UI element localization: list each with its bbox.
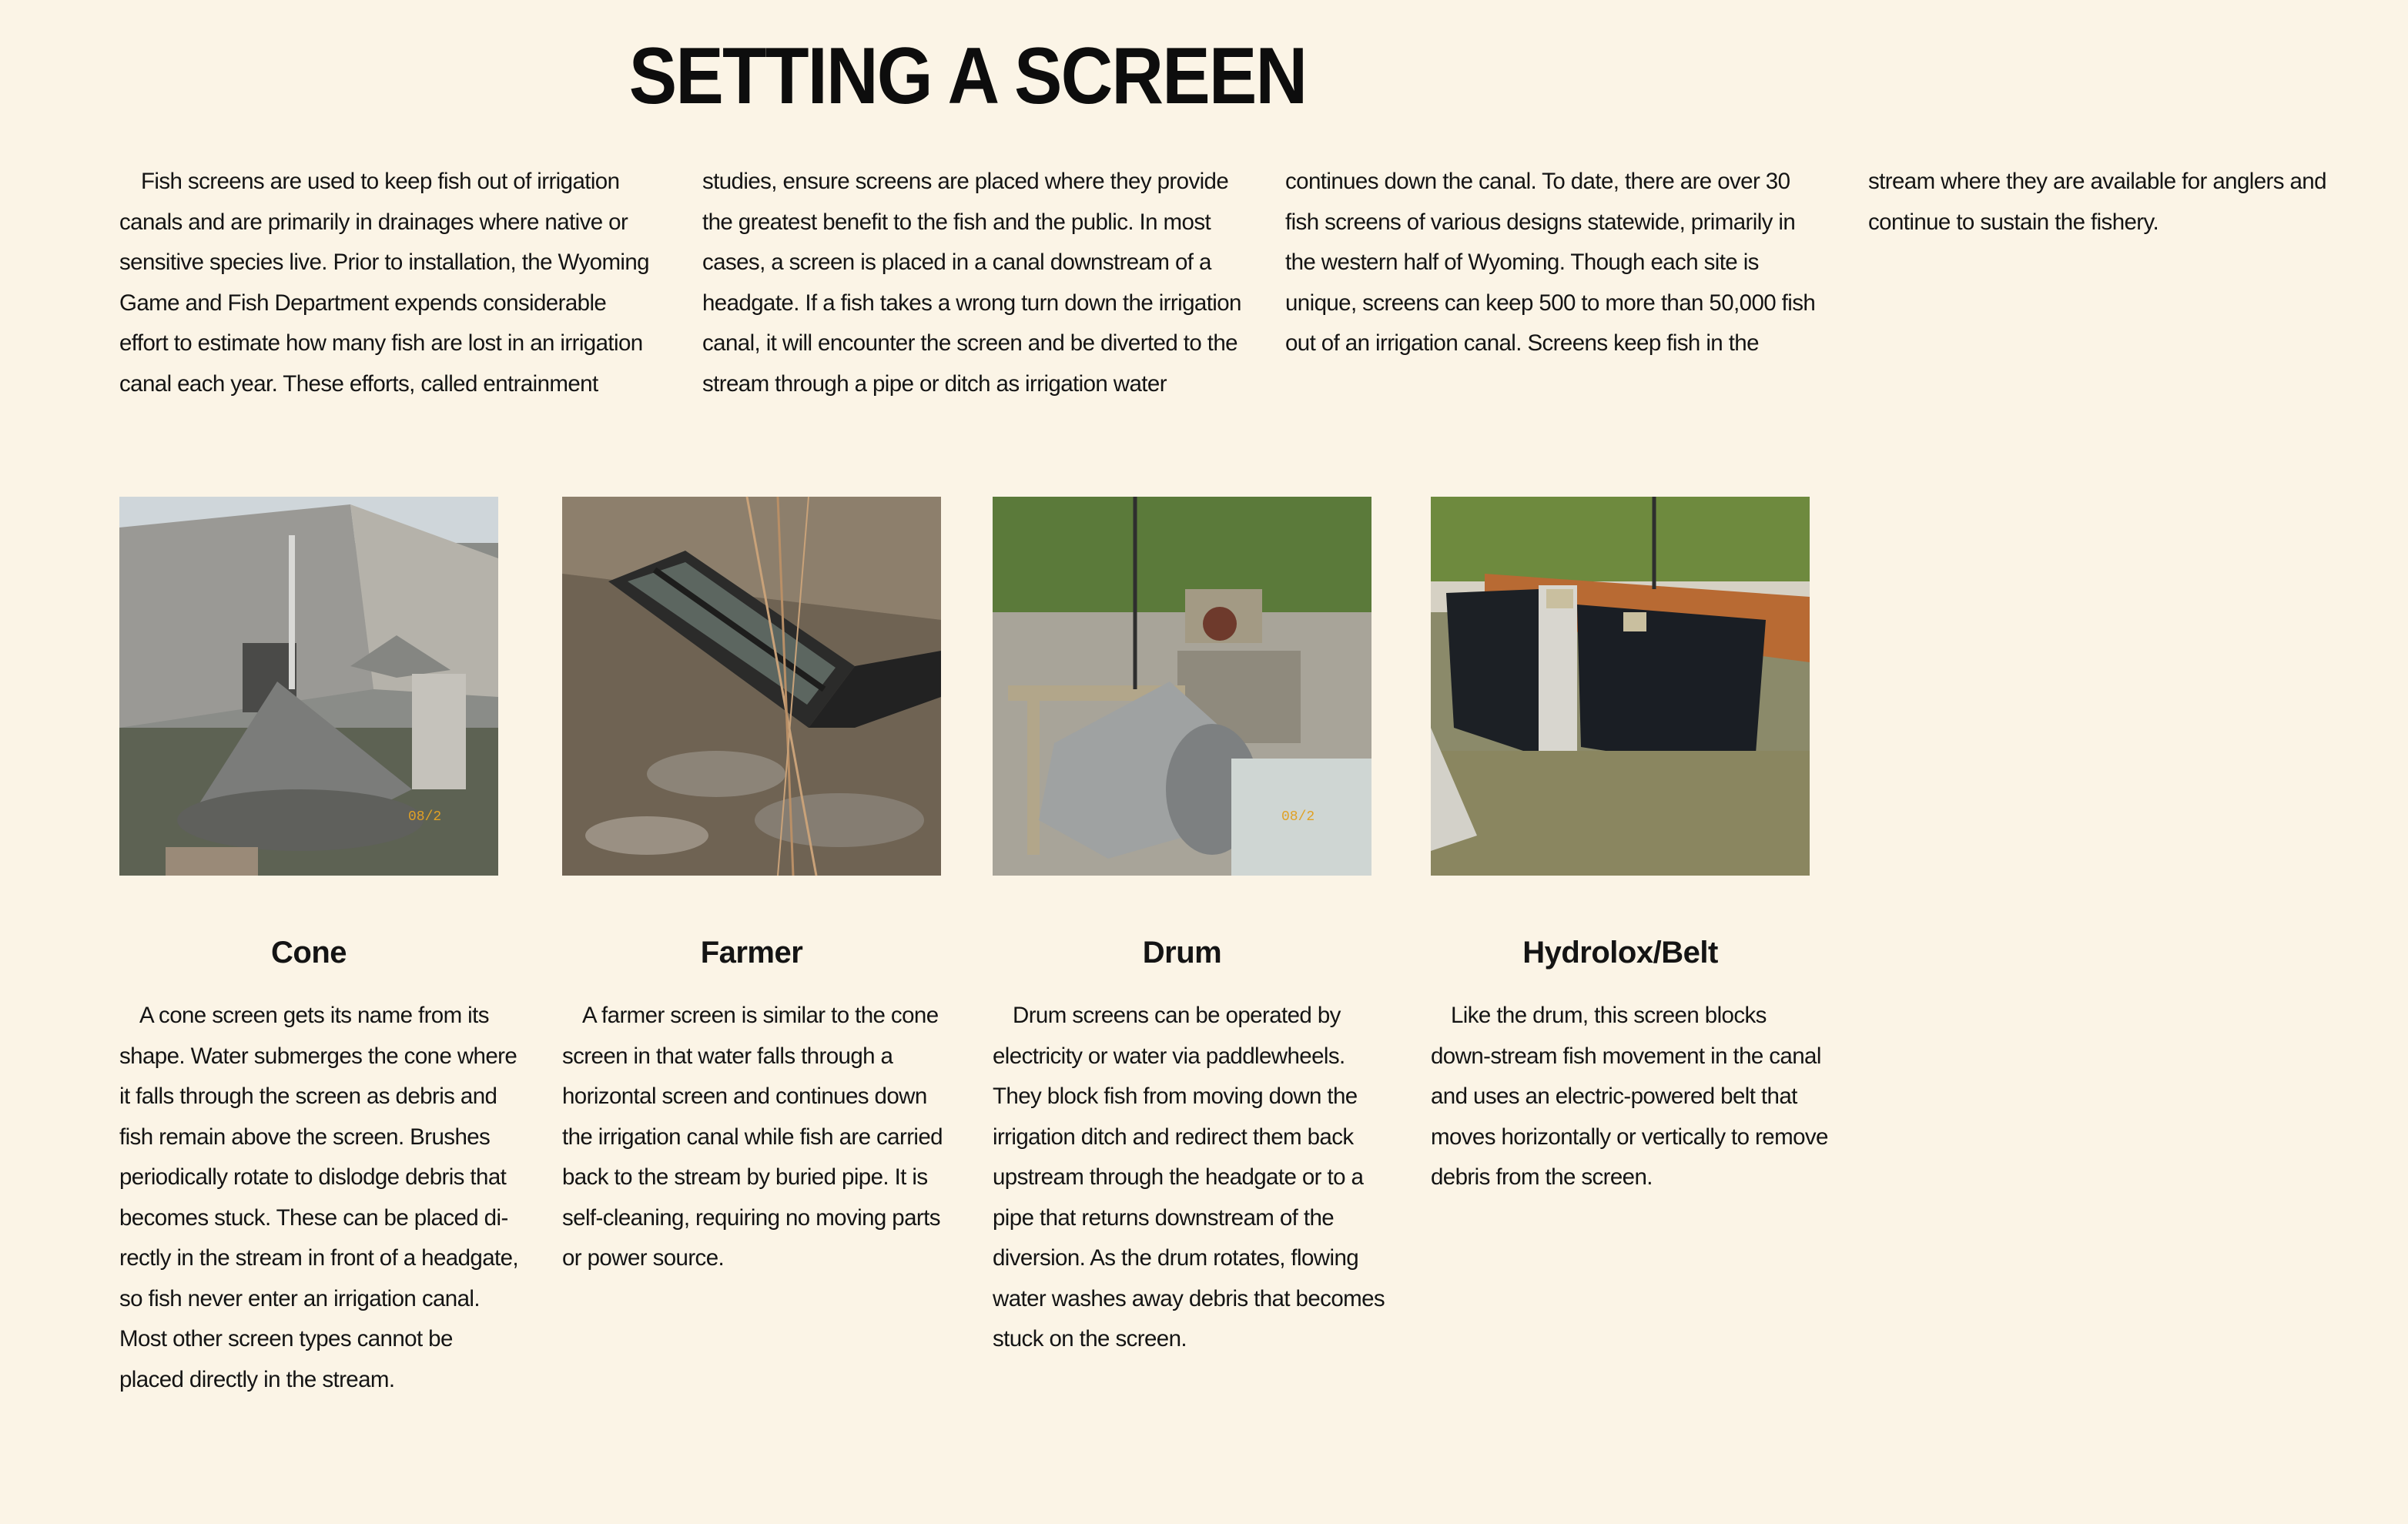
- drum-photo-date-stamp: 08/2: [1281, 809, 1315, 825]
- cone-screen-photo: [119, 497, 498, 876]
- screen-name-hydrolox-belt: Hydrolox/Belt: [1522, 936, 1718, 970]
- page-title: SETTING A SCREEN: [628, 32, 1307, 121]
- intro-paragraph: Fish screens are used to keep fish out of irrigation canals and are primarily in drainages where native or sensitive species live. Prior to installation, the Wyoming Game and Fish Department expends considerable effort to estimate how many fish are lost in an irrigation canal each year. These efforts, called entrainment studies, ensure screens are placed where they provide the greatest benefit to the fish and the public. In most cases, a screen is placed in a canal downstream of a headgate. If a fish takes a wrong turn down the irrigation canal, it will encounter the screen and be diverted to the stream through a pipe or ditch as irrigation water continues down the canal. To date, there are over 30 fish screens of various designs statewide, primarily in the western half of Wyoming. Though each site is unique, screens can keep 500 to more than 50,000 fish out of an irrigation canal. Screens keep fish in the stream where they are available for anglers and continue to sustain the fishery.: [119, 169, 2326, 397]
- drum-screen-photo: [993, 497, 1371, 876]
- cone-photo-date-stamp: 08/2: [408, 809, 442, 825]
- screen-name-farmer: Farmer: [700, 936, 803, 970]
- screen-cone: [119, 497, 520, 1392]
- screen-name-drum: Drum: [1142, 936, 1222, 970]
- screen-desc-drum: Drum screens can be operated by electricity or water via paddlewheels. They block fish from moving down the irrigation ditch and redirect them back upstream through the headgate or to a pipe that returns downstream of the diversion. As the drum rotates, flowing water washes away debris that becomes stuck on the screen.: [993, 1003, 1385, 1352]
- hydrolox-belt-screen-photo: [1431, 497, 1810, 876]
- screen-name-cone: Cone: [271, 936, 347, 970]
- screen-types: [0, 497, 1935, 1498]
- screen-desc-farmer: A farmer screen is similar to the cone screen in that water falls through a horizontal screen and continues down the irrigation canal while fish are carried back to the stream by buried pipe. It is self-cleaning, requiring no moving parts or power source.: [562, 1003, 943, 1271]
- screen-desc-cone: A cone screen gets its name from its shape. Water submerges the cone where it falls through the screen as debris and fish remain above the screen. Brushes periodically rotate to dislodge debris that becomes stuck. These can be placed di-rectly in the stream in front of a headgate, so fish never enter an irrigation canal. Most other screen types cannot be placed directly in the stream.: [119, 1003, 519, 1392]
- farmer-screen-photo: [562, 497, 941, 876]
- intro-text: [119, 162, 2326, 408]
- screen-farmer: [562, 497, 963, 1271]
- screen-desc-hydrolox-belt: Like the drum, this screen blocks down-stream fish movement in the canal and uses an electric-powered belt that moves horizontally or vertically to remove debris from the screen.: [1431, 1003, 1828, 1190]
- screen-hydrolox-belt: [1431, 497, 1831, 1190]
- screen-drum: [993, 497, 1393, 1352]
